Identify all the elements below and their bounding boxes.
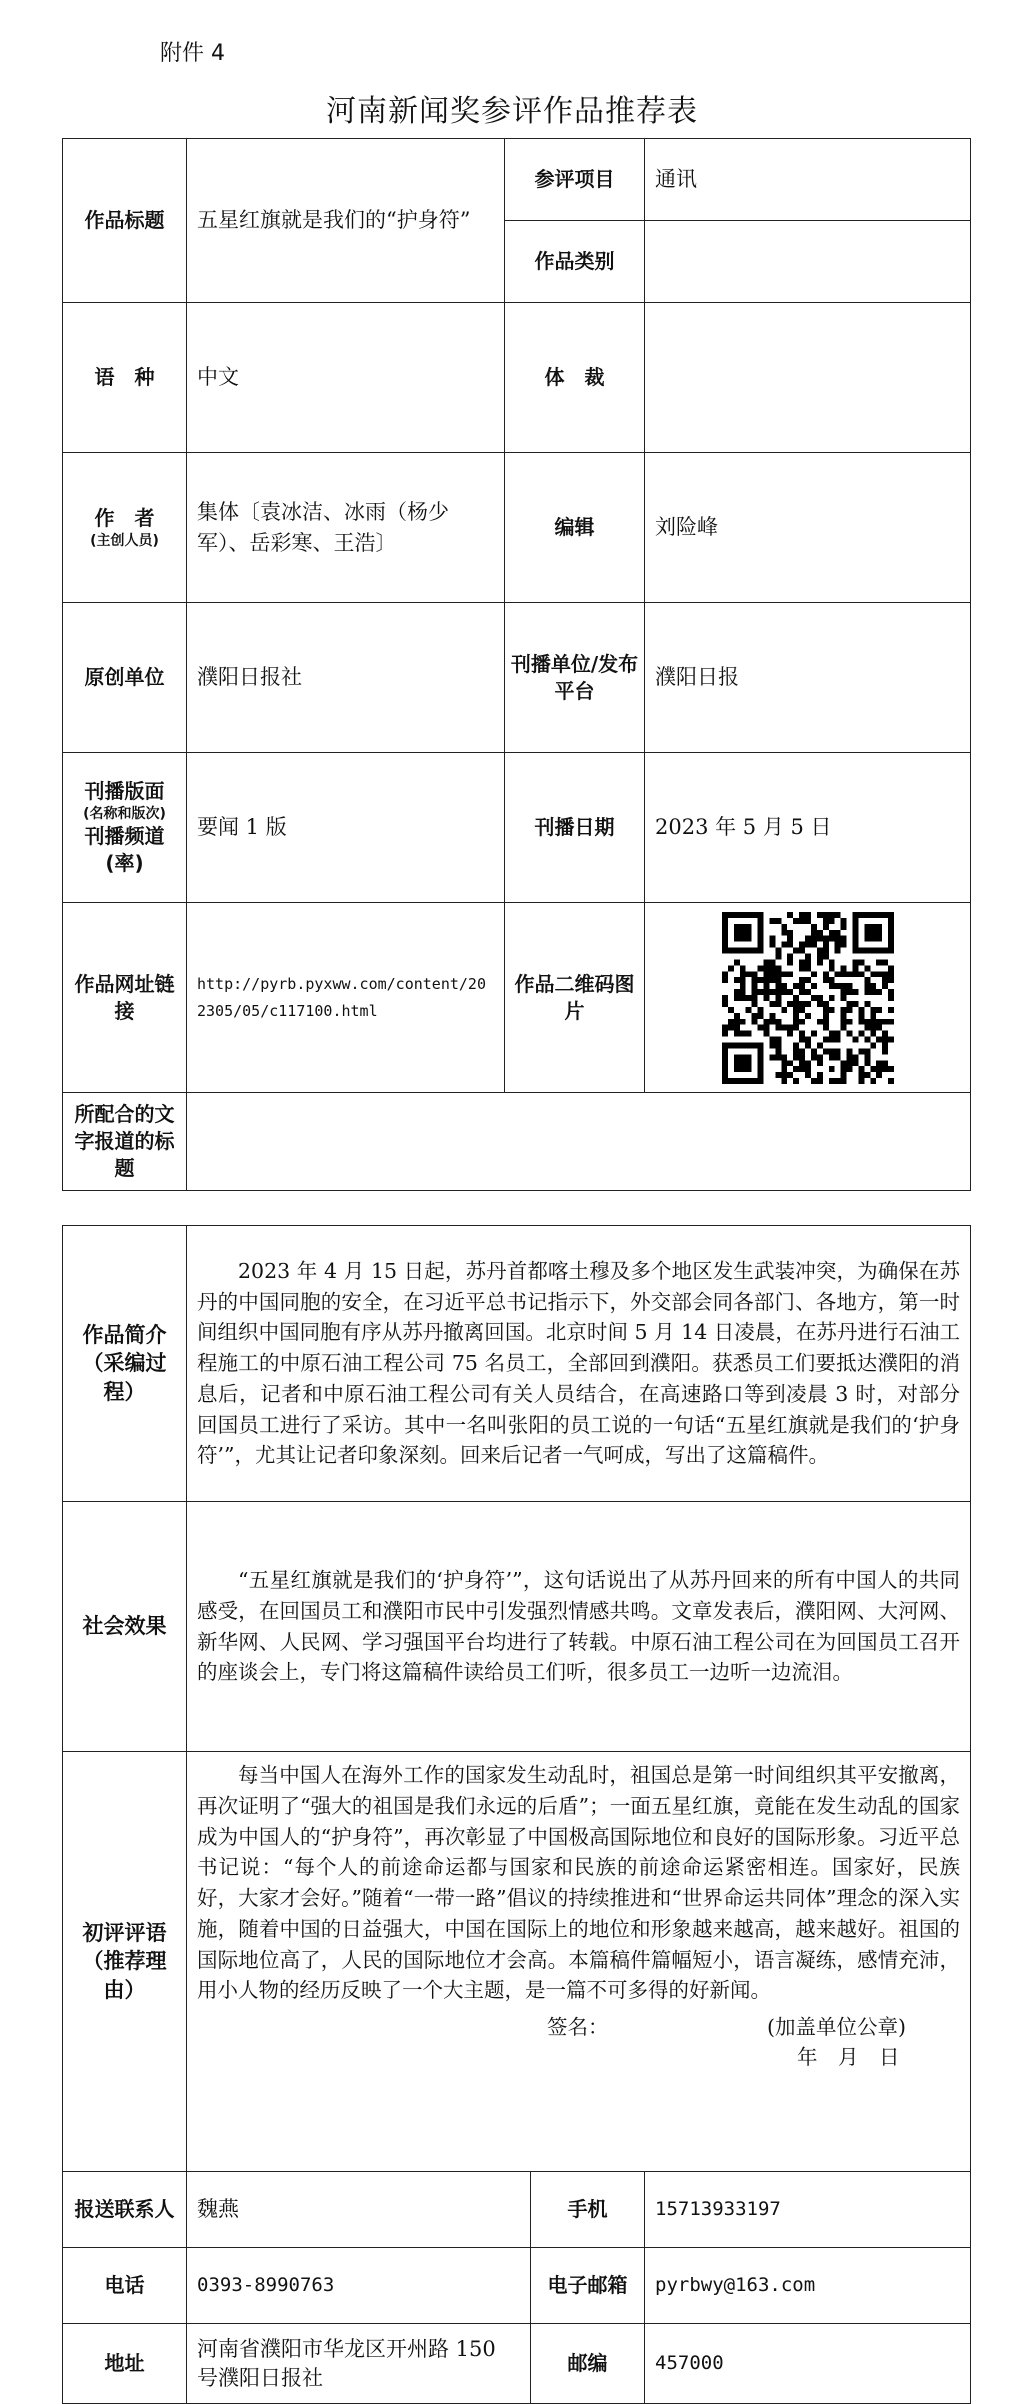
form-title: 河南新闻奖参评作品推荐表 [326, 94, 698, 129]
language-label: 语 种 [63, 303, 187, 453]
intro-label: 作品简介（采编过程） [63, 1226, 187, 1502]
date-value: 2023 年 5 月 5 日 [645, 753, 971, 903]
phone-value: 0393-8990763 [187, 2248, 531, 2324]
work-title-label: 作品标题 [63, 139, 187, 303]
project-label: 参评项目 [505, 139, 645, 221]
related-label: 所配合的文字报道的标题 [63, 1093, 187, 1191]
qr-cell [645, 903, 971, 1093]
mobile-label: 手机 [531, 2172, 645, 2248]
editor-value: 刘险峰 [645, 453, 971, 603]
edition-label [63, 753, 187, 903]
edition-value: 要闻 1 版 [187, 753, 505, 903]
genre-label: 体 裁 [505, 303, 645, 453]
author-label-sub: (主创人员) [90, 532, 159, 549]
contact-label: 报送联系人 [63, 2172, 187, 2248]
qr-label: 作品二维码图片 [505, 903, 645, 1093]
edition-label-1: 刊播版面 [84, 778, 165, 803]
url-value[interactable]: http://pyrb.pyxww.com/content/202305/05/c117100.html [187, 903, 505, 1093]
signature-label: 签名： [547, 2015, 609, 2039]
postcode-value: 457000 [645, 2324, 971, 2404]
nomination-detail-table [62, 1225, 971, 2404]
language-value: 中文 [187, 303, 505, 453]
intro-text: 2023 年 4 月 15 日起，苏丹首都喀土穆及多个地区发生武装冲突，为确保在苏丹的中国同胞的安全，在习近平总书记指示下，外交部会同各部门、各地方，第一时间组织中国同胞有序从苏丹撤离回国。北京时间 5 月 14 日凌晨，在苏丹进行石油工程施工的中原石油工程公司 75 名员工，全部回到濮阳。获悉员工们要抵达濮阳的消息后，记者和中原石油工程公司有关人员结合，在高速路口等到凌晨 3 时，对部分回国员工进行了采访。其中一名叫张阳的员工说的一句话“五星红旗就是我们的‘护身符’”，尤其让记者印象深刻。回来后记者一气呵成，写出了这篇稿件。 [187, 1226, 971, 1502]
category-label: 作品类别 [505, 221, 645, 303]
category-value [645, 221, 971, 303]
review-text: 每当中国人在海外工作的国家发生动乱时，祖国总是第一时间组织其平安撤离，再次证明了“强大的祖国是我们永远的后盾”；一面五星红旗，竟能在发生动乱的国家成为中国人的“护身符”，再次彰显了中国极高国际地位和良好的国际形象。习近平总书记说：“每个人的前途命运都与国家和民族的前途命运紧密相连。国家好，民族好，大家才会好。”随着“一带一路”倡议的持续推进和“世界命运共同体”理念的深入实施，随着中国的日益强大，中国在国际上的地位和形象越来越高，越来越好。祖国的国际地位高了，人民的国际地位才会高。本篇稿件篇幅短小，语言凝练，感情充沛，用小人物的经历反映了一个大主题，是一篇不可多得的好新闻。 [197, 1763, 961, 2003]
review-cell [187, 1752, 971, 2172]
project-value: 通讯 [645, 139, 971, 221]
effect-text: “五星红旗就是我们的‘护身符’”，这句话说出了从苏丹回来的所有中国人的共同感受，在回国员工和濮阳市民中引发强烈情感共鸣。文章发表后，濮阳网、大河网、新华网、人民网、学习强国平台均进行了转载。中原石油工程公司在为回国员工召开的座谈会上，专门将这篇稿件读给员工们听，很多员工一边听一边流泪。 [187, 1502, 971, 1752]
seal-label: (加盖单位公章) [767, 2015, 906, 2039]
signature-block [197, 2006, 960, 2068]
related-value [187, 1093, 971, 1191]
postcode-label: 邮编 [531, 2324, 645, 2404]
effect-label: 社会效果 [63, 1502, 187, 1752]
review-label: 初评评语（推荐理由） [63, 1752, 187, 2172]
editor-label: 编辑 [505, 453, 645, 603]
phone-label: 电话 [63, 2248, 187, 2324]
origin-value: 濮阳日报社 [187, 603, 505, 753]
date-label: 刊播日期 [505, 753, 645, 903]
publisher-value: 濮阳日报 [645, 603, 971, 753]
date-line: 年 月 日 [797, 2045, 900, 2069]
genre-value [645, 303, 971, 453]
author-label [63, 453, 187, 603]
mobile-value: 15713933197 [645, 2172, 971, 2248]
address-label: 地址 [63, 2324, 187, 2404]
origin-label: 原创单位 [63, 603, 187, 753]
contact-value: 魏燕 [187, 2172, 531, 2248]
nomination-info-table [62, 138, 971, 1191]
work-title-value: 五星红旗就是我们的“护身符” [187, 139, 505, 303]
qr-code-image [722, 912, 894, 1084]
author-value: 集体〔袁冰洁、冰雨（杨少军）、岳彩寒、王浩〕 [187, 453, 505, 603]
email-label: 电子邮箱 [531, 2248, 645, 2324]
author-label-main: 作 者 [94, 505, 155, 530]
url-label: 作品网址链接 [63, 903, 187, 1093]
edition-label-2: (名称和版次) [83, 805, 166, 822]
email-value[interactable]: pyrbwy@163.com [645, 2248, 971, 2324]
attachment-number: 附件 4 [160, 41, 225, 66]
publisher-label: 刊播单位/发布平台 [505, 603, 645, 753]
address-value: 河南省濮阳市华龙区开州路 150 号濮阳日报社 [187, 2324, 531, 2404]
edition-label-3: 刊播频道(率) [84, 824, 165, 876]
